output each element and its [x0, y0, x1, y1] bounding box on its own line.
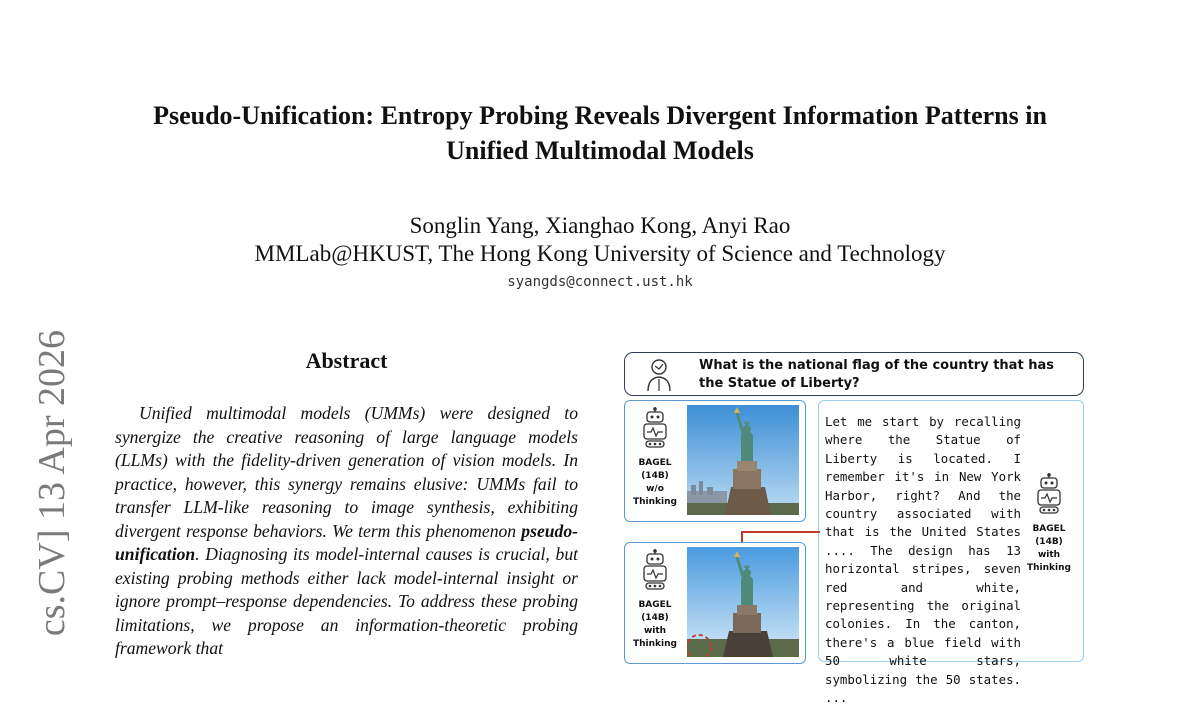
panel-with-thinking — [624, 542, 806, 664]
model-label-line: BAGEL — [638, 458, 672, 468]
model-label-line: BAGEL — [1032, 524, 1066, 534]
email-link[interactable]: syangds@connect.ust.hk — [507, 274, 693, 290]
model-label-line: Thinking — [633, 639, 677, 649]
robot-icon — [639, 549, 671, 591]
arxiv-stamp — [30, 330, 75, 648]
question-text: What is the national flag of the country that has the Statue of Liberty? — [699, 358, 1054, 391]
statue-photo — [687, 547, 799, 657]
abstract-text-1: Unified multimodal models (UMMs) were designed to synergize the creative reasoning of large language models (LLMs) with the fidelity-driven generation of vision models. In practice, however, this synergy remains elusive: UMMs fail to transfer LLM-like reasoning to image synthesis, exhibiting divergent response behaviors. We term this phenomenon — [115, 403, 578, 541]
statue-photo — [687, 405, 799, 515]
model-label-top — [627, 457, 683, 509]
abstract-text — [115, 402, 578, 661]
model-label-right — [1021, 523, 1077, 575]
authors: Songlin Yang, Xianghao Kong, Anyi Rao — [409, 213, 791, 238]
model-label-line: BAGEL — [638, 600, 672, 610]
title-line-2: Unified Multimodal Models — [446, 136, 754, 165]
model-label-line: (14B) — [641, 471, 669, 481]
affiliation: MMLab@HKUST, The Hong Kong University of Science and Technology — [254, 241, 946, 266]
model-label-line: Thinking — [633, 497, 677, 507]
abstract-term: pseudo-unification — [115, 520, 578, 564]
abstract-heading: Abstract — [305, 348, 388, 373]
robot-icon — [1033, 473, 1065, 515]
paper-title — [0, 98, 1200, 168]
model-label-bottom — [627, 599, 683, 651]
model-label-line: (14B) — [641, 613, 669, 623]
teaser-figure — [620, 348, 1090, 706]
model-label-line: w/o — [646, 484, 664, 494]
abstract-text-2: . Diagnosing its model-internal causes is crucial, but existing probing methods either lack model-internal insight or ignore prompt–response dependencies. To address these probing limitations, we propose an information-theoretic probing framework that — [115, 544, 578, 658]
panel-thinking-response — [818, 400, 1084, 706]
title-line-1: Pseudo-Unification: Entropy Probing Reveals Divergent Information Patterns in — [153, 101, 1047, 130]
arxiv-stamp-text: cs.CV] 13 Apr 2026 — [31, 330, 73, 637]
user-icon — [645, 357, 673, 393]
panel-without-thinking — [624, 400, 806, 522]
model-label-line: Thinking — [1027, 563, 1071, 573]
question-box — [624, 352, 1084, 396]
model-label-line: with — [1037, 550, 1061, 560]
model-label-line: (14B) — [1035, 537, 1063, 547]
robot-icon — [639, 407, 671, 449]
response-text: Let me start by recalling where the Statue of Liberty is located. I remember it's in New York Harbor, right? And the country associated with that is the United States .... The design has 13 horizontal stripes, seven red and white, representing the original colonies. In the canton, there's a blue field with 50 white stars, symbolizing the 50 states. ... — [825, 414, 1021, 706]
model-label-line: with — [643, 626, 667, 636]
